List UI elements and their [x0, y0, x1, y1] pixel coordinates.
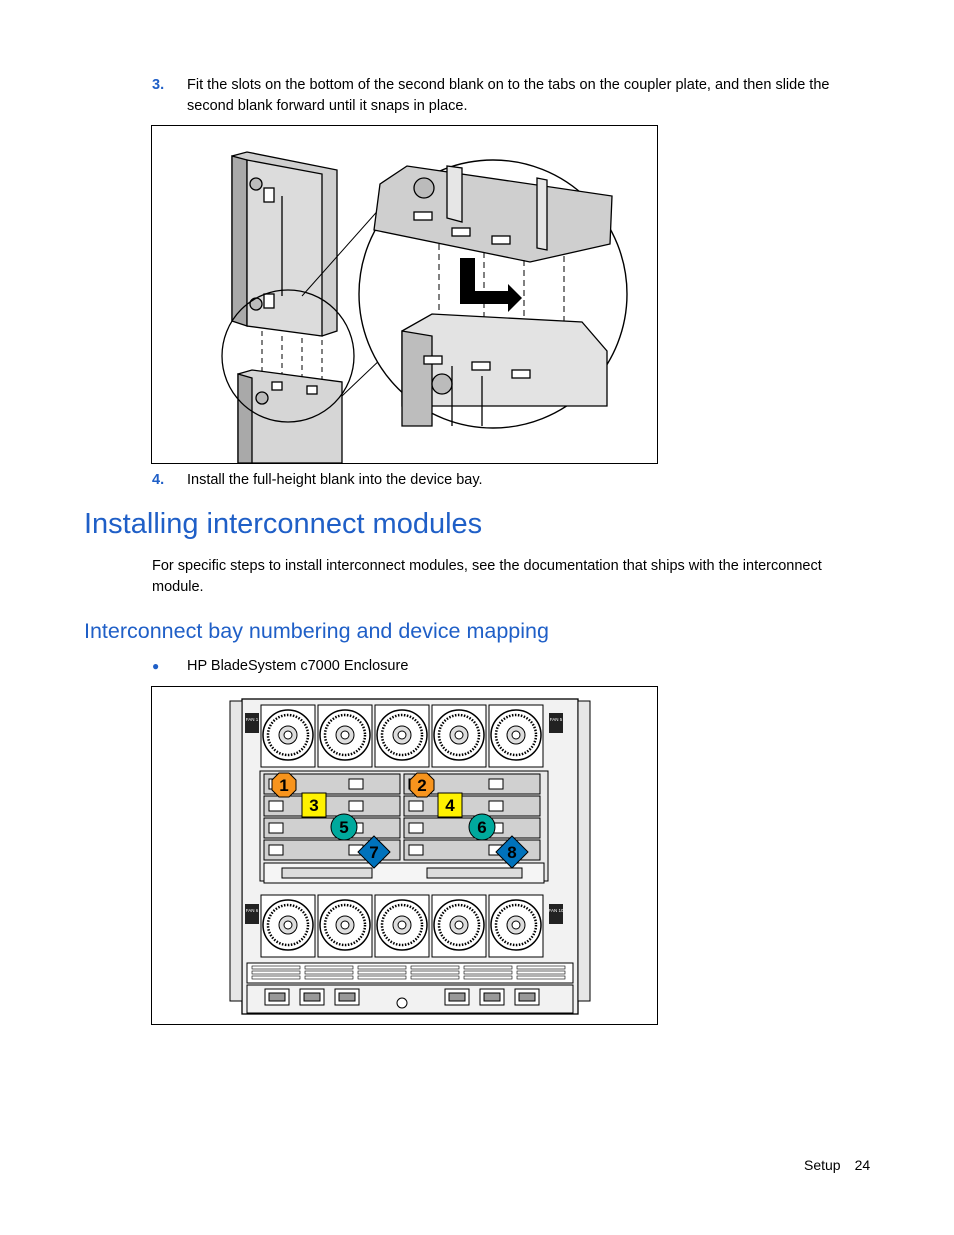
enclosure-figure [151, 686, 658, 1025]
fan-icon [261, 705, 315, 767]
fan-icon [489, 705, 543, 767]
step-3 [152, 75, 872, 117]
bay-number-label: 2 [417, 776, 427, 795]
bay-number-label: 6 [477, 818, 487, 837]
subsection-title: Interconnect bay numbering and device mapping [84, 619, 549, 643]
bay-number-label: 1 [279, 776, 289, 795]
section-paragraph: For specific steps to install interconnect modules, see the documentation that ships with the interconnect module. [152, 558, 822, 595]
bay-number-label: 7 [369, 843, 379, 862]
interconnect-bay-slot [264, 796, 400, 816]
bullet-icon: ● [152, 659, 160, 673]
bay-number-label: 8 [507, 843, 517, 862]
page-footer [804, 1157, 884, 1173]
section-title: Installing interconnect modules [84, 508, 483, 540]
fan-icon [375, 705, 429, 767]
blank-installation-illustration [152, 126, 657, 463]
fan-icon [489, 895, 543, 957]
fan-label-10: FAN 10 [548, 908, 564, 913]
bay-number-label: 3 [309, 796, 319, 815]
bay-2-marker [410, 773, 434, 797]
bay-3-marker [302, 793, 326, 817]
interconnect-bay-slot [404, 796, 540, 816]
step-number: 4. [152, 472, 165, 488]
fan-label-5: FAN 5 [549, 717, 563, 722]
bay-4-marker [438, 793, 462, 817]
bay-number-label: 4 [445, 796, 455, 815]
bullet-item [152, 656, 408, 677]
power-connector-icon [265, 989, 289, 1005]
fan-icon [432, 705, 486, 767]
bay-number-label: 5 [339, 818, 349, 837]
power-connector-icon [445, 989, 469, 1005]
page-number: 24 [854, 1157, 871, 1173]
step-number: 3. [152, 77, 165, 93]
fan-label-1: FAN 1 [245, 717, 259, 722]
fan-icon [375, 895, 429, 957]
bay-6-marker [469, 814, 495, 840]
bullet-text: HP BladeSystem c7000 Enclosure [187, 658, 409, 674]
step-text: Fit the slots on the bottom of the second blank on to the tabs on the coupler plate, and then slide the second blank forward until it snaps in place. [187, 77, 830, 114]
power-connector-icon [335, 989, 359, 1005]
footer-section: Setup [804, 1157, 841, 1173]
blank-installation-figure [151, 125, 658, 464]
ground-icon [397, 998, 407, 1008]
step-text: Install the full-height blank into the device bay. [187, 472, 483, 488]
fan-icon [432, 895, 486, 957]
fan-label-6: FAN 6 [245, 908, 259, 913]
bay-1-marker [272, 773, 296, 797]
fan-icon [261, 895, 315, 957]
fan-icon [318, 895, 372, 957]
step-4 [152, 470, 872, 491]
power-connector-icon [300, 989, 324, 1005]
fan-icon [318, 705, 372, 767]
power-connector-icon [480, 989, 504, 1005]
c7000-enclosure-illustration [152, 687, 657, 1024]
power-connector-icon [515, 989, 539, 1005]
bay-5-marker [331, 814, 357, 840]
